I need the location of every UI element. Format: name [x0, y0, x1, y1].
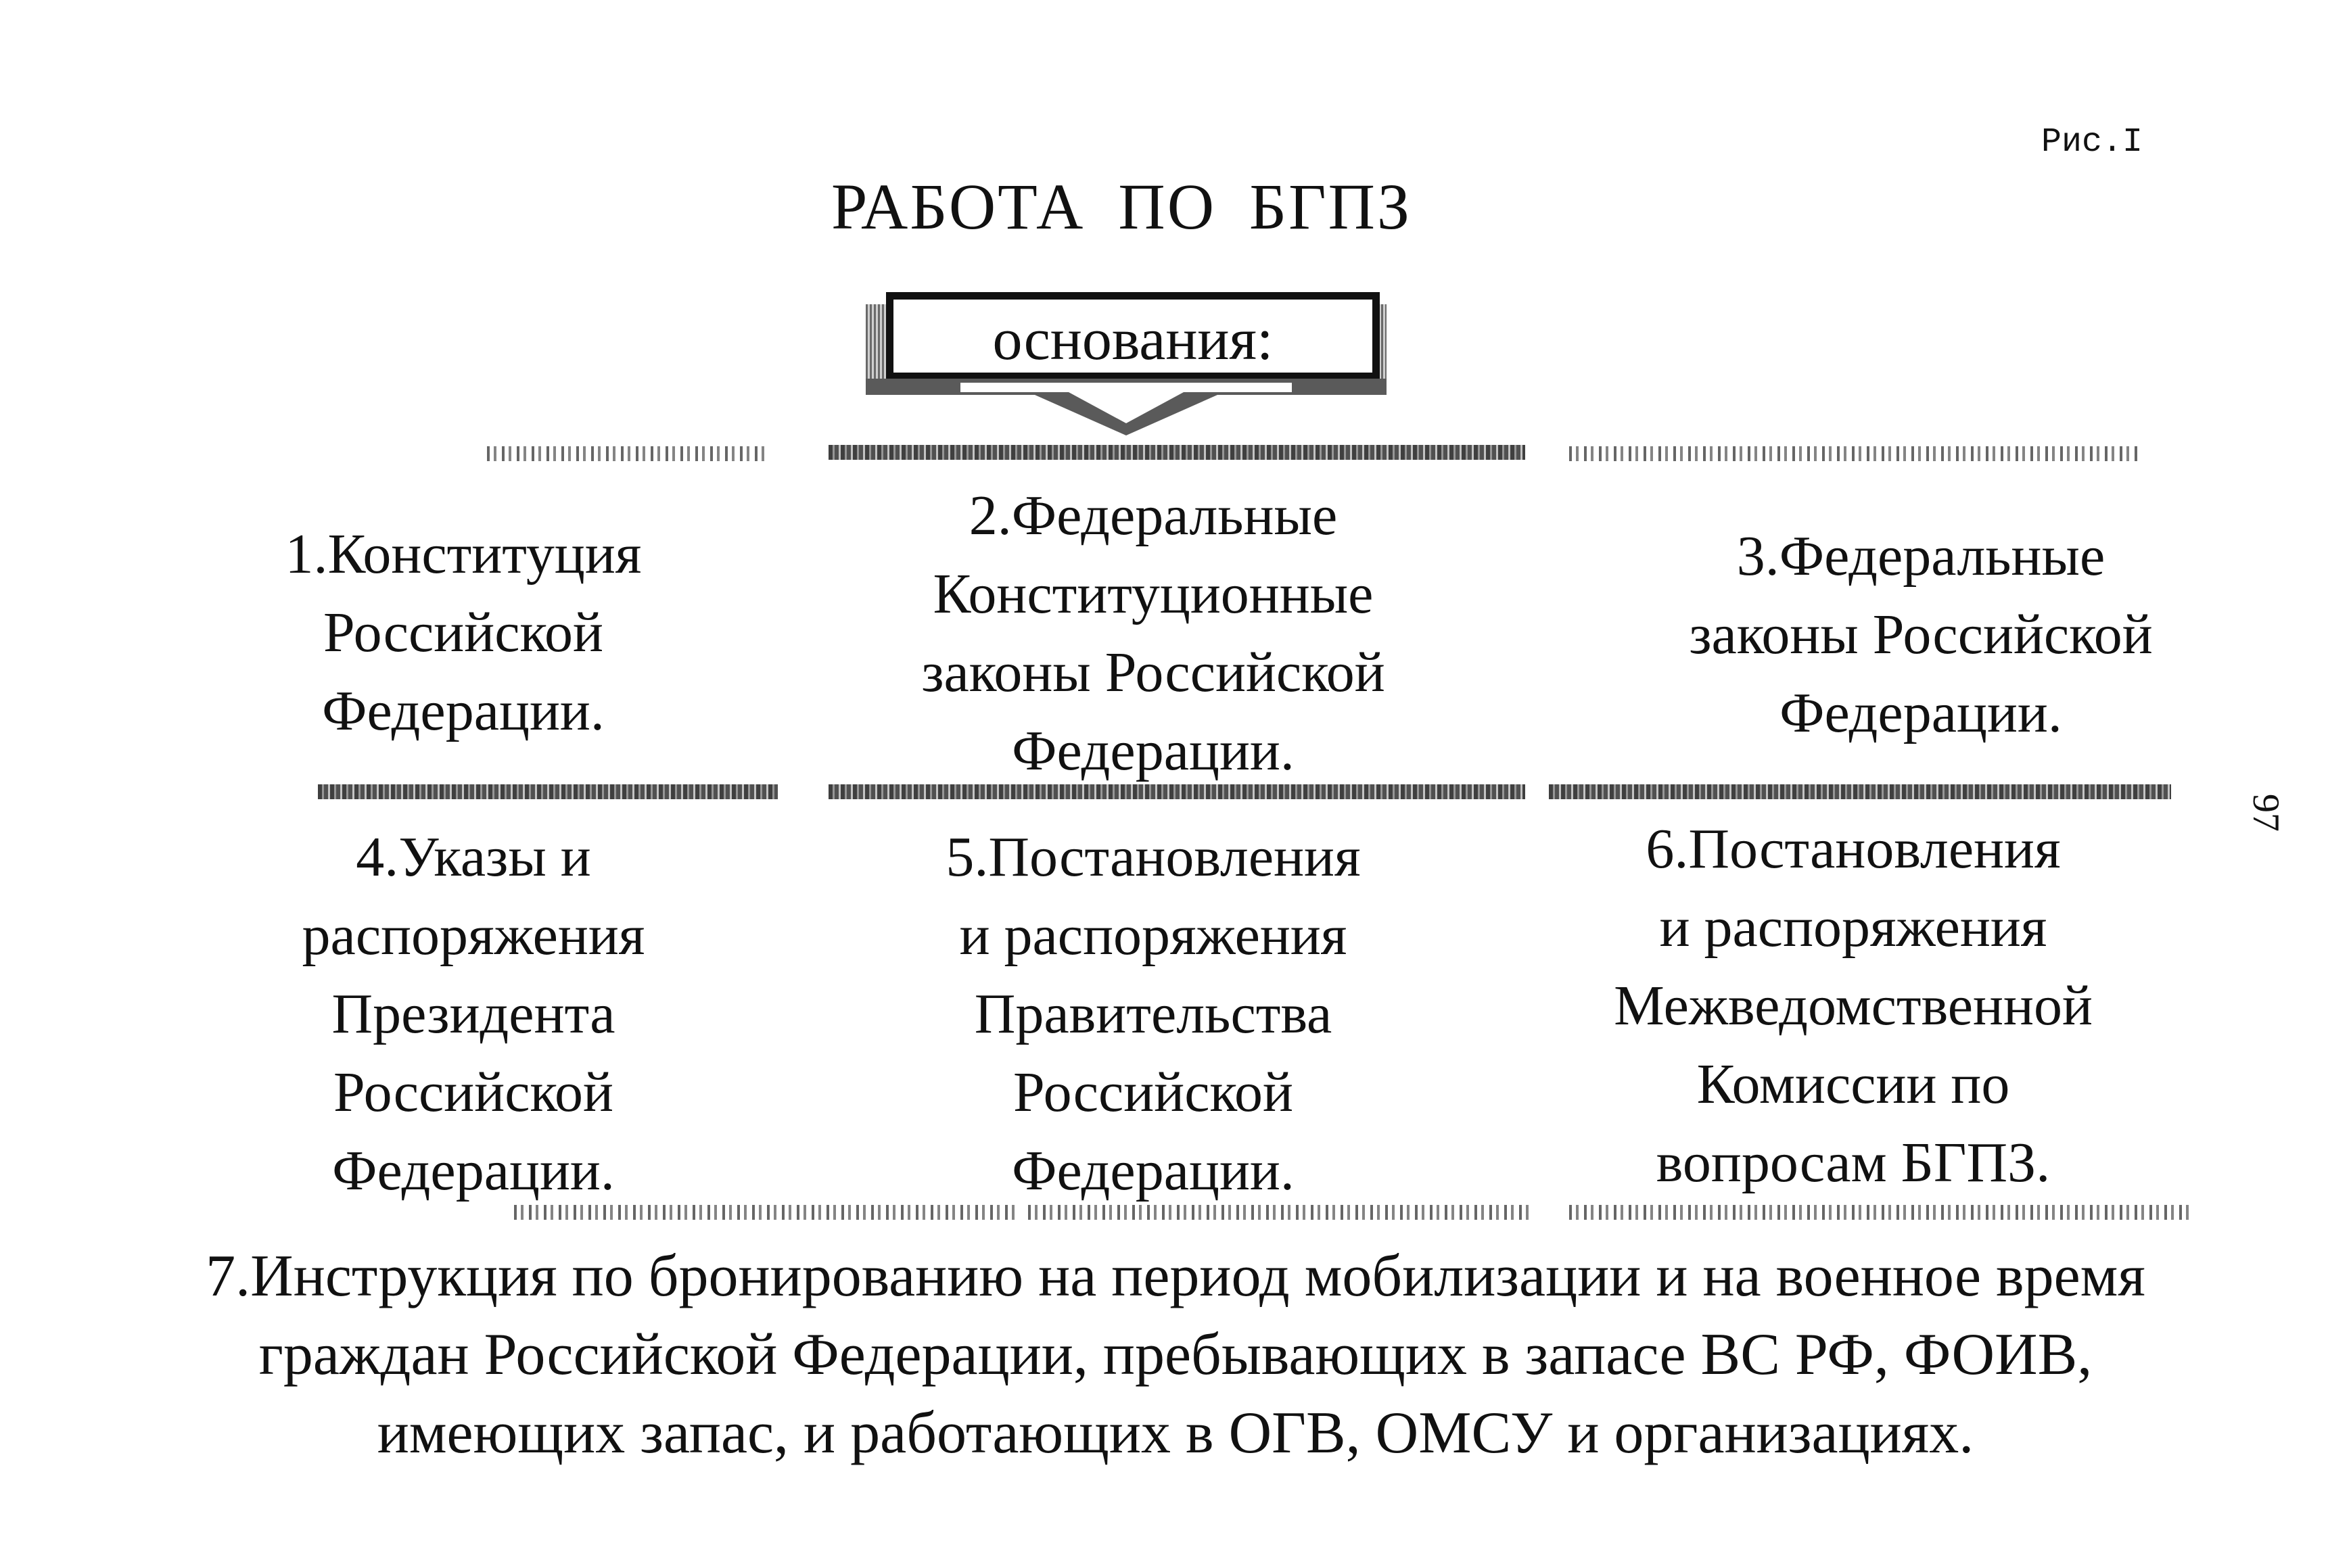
footer-instruction: 7.Инструкция по бронированию на период мобилизации и на военное время граждан Российской Федерации, пребывающих в запасе ВС РФ, ФОИВ, имеющих запас, и работающих в ОГВ, ОМСУ и организациях. — [206, 1243, 2145, 1466]
separator-rule — [514, 1205, 1015, 1220]
separator-rule — [318, 784, 778, 799]
basis-item-3: 3.Федеральные законы Российской Федерации. — [1689, 525, 2153, 744]
page-title: РАБОТА ПО БГПЗ — [831, 170, 1412, 243]
separator-rule — [487, 446, 764, 461]
separator-rule — [829, 784, 1525, 799]
separator-rule — [1549, 784, 2171, 799]
separator-rule — [1569, 1205, 2191, 1220]
down-arrow-icon — [866, 373, 1387, 448]
figure-label: Рис.I — [2041, 123, 2143, 162]
separator-rule — [1028, 1205, 1529, 1220]
basis-label: основания: — [992, 307, 1274, 373]
basis-item-5: 5.Постановления и распоряжения Правительства Российской Федерации. — [946, 826, 1361, 1202]
basis-item-4: 4.Указы и распоряжения Президента Российской Федерации. — [302, 826, 645, 1202]
separator-rule — [829, 445, 1525, 460]
basis-item-2: 2.Федеральные Конституционные законы Российской Федерации. — [921, 484, 1385, 782]
separator-rule — [1569, 446, 2137, 461]
page-number: 97 — [2245, 794, 2287, 832]
basis-item-6: 6.Постановления и распоряжения Межведомственной Комиссии по вопросам БГПЗ. — [1614, 817, 2093, 1194]
basis-item-1: 1.Конституция Российской Федерации. — [285, 523, 642, 742]
